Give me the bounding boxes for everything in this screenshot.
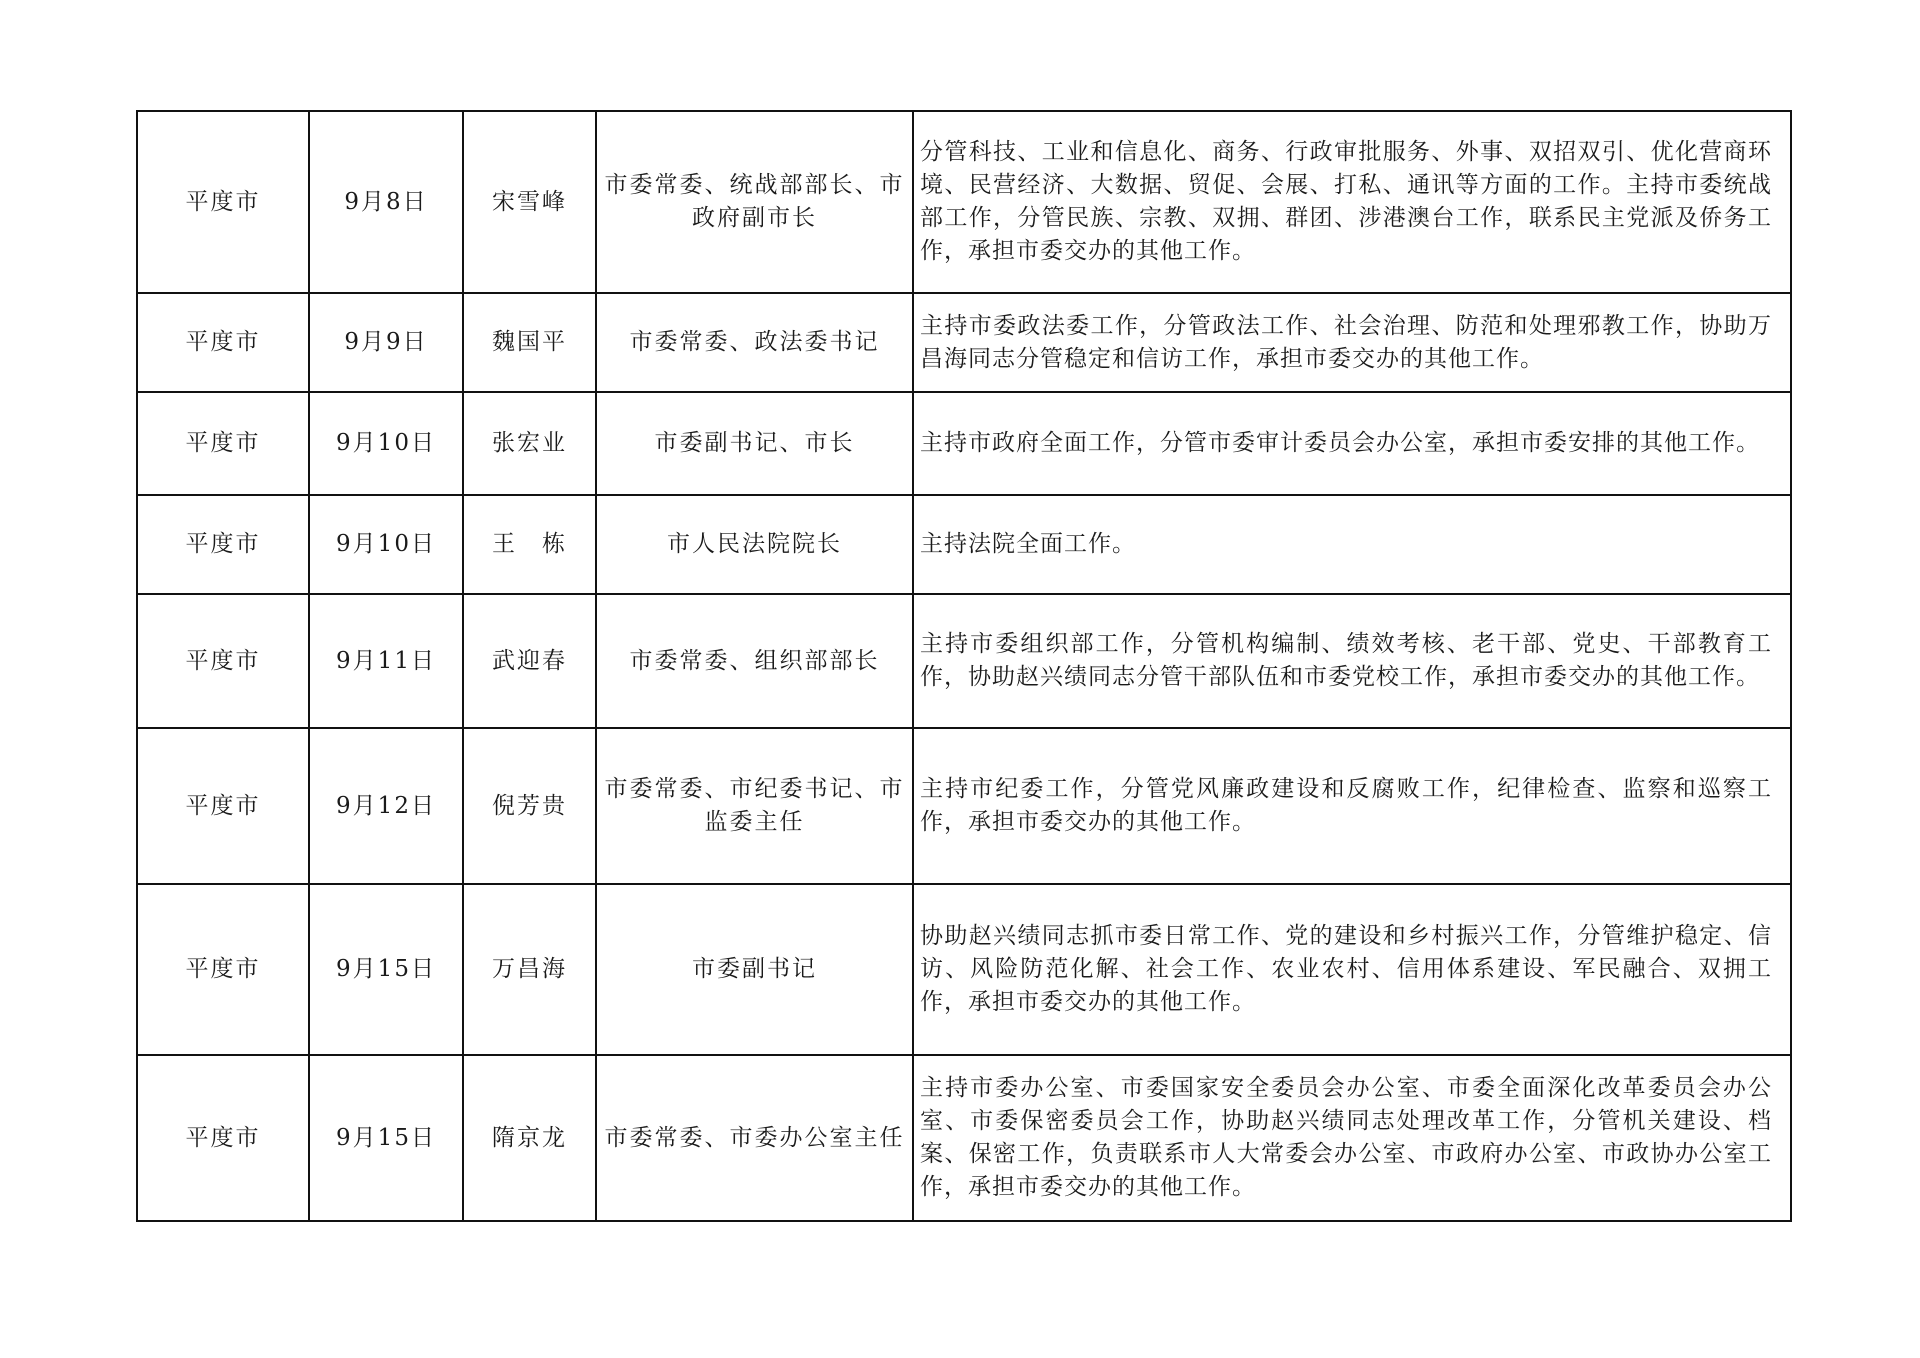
table-row (137, 495, 1791, 594)
date-cell: 9月15日 (309, 1055, 463, 1221)
city-cell: 平度市 (137, 1055, 309, 1221)
position-cell: 市委常委、政法委书记 (596, 293, 913, 392)
duties-cell: 主持市委办公室、市委国家安全委员会办公室、市委全面深化改革委员会办公室、市委保密委员会工作，协助赵兴绩同志处理改革工作，分管机关建设、档案、保密工作，负责联系市人大常委会办公室、市政府办公室、市政协办公室工作，承担市委交办的其他工作。 (913, 1055, 1791, 1221)
city-cell: 平度市 (137, 111, 309, 293)
position-cell: 市委常委、市委办公室主任 (596, 1055, 913, 1221)
duties-cell: 主持市纪委工作，分管党风廉政建设和反腐败工作，纪律检查、监察和巡察工作，承担市委交办的其他工作。 (913, 728, 1791, 884)
name-cell: 张宏业 (463, 392, 596, 495)
date-cell: 9月9日 (309, 293, 463, 392)
city-cell: 平度市 (137, 293, 309, 392)
duties-cell: 主持市委组织部工作，分管机构编制、绩效考核、老干部、党史、干部教育工作，协助赵兴绩同志分管干部队伍和市委党校工作，承担市委交办的其他工作。 (913, 594, 1791, 728)
position-cell: 市委副书记、市长 (596, 392, 913, 495)
date-cell: 9月15日 (309, 884, 463, 1055)
table-row (137, 293, 1791, 392)
duties-cell: 主持市委政法委工作，分管政法工作、社会治理、防范和处理邪教工作，协助万昌海同志分管稳定和信访工作，承担市委交办的其他工作。 (913, 293, 1791, 392)
city-cell: 平度市 (137, 392, 309, 495)
duties-cell: 分管科技、工业和信息化、商务、行政审批服务、外事、双招双引、优化营商环境、民营经济、大数据、贸促、会展、打私、通讯等方面的工作。主持市委统战部工作，分管民族、宗教、双拥、群团、涉港澳台工作，联系民主党派及侨务工作，承担市委交办的其他工作。 (913, 111, 1791, 293)
name-cell: 王 栋 (463, 495, 596, 594)
table-row (137, 884, 1791, 1055)
table-row (137, 111, 1791, 293)
city-cell: 平度市 (137, 594, 309, 728)
name-cell: 隋京龙 (463, 1055, 596, 1221)
date-cell: 9月8日 (309, 111, 463, 293)
date-cell: 9月11日 (309, 594, 463, 728)
date-cell: 9月12日 (309, 728, 463, 884)
table-row (137, 594, 1791, 728)
leaders-duty-table (136, 110, 1792, 1222)
position-cell: 市委副书记 (596, 884, 913, 1055)
position-cell: 市委常委、组织部部长 (596, 594, 913, 728)
city-cell: 平度市 (137, 495, 309, 594)
position-cell: 市人民法院院长 (596, 495, 913, 594)
duties-cell: 协助赵兴绩同志抓市委日常工作、党的建设和乡村振兴工作，分管维护稳定、信访、风险防范化解、社会工作、农业农村、信用体系建设、军民融合、双拥工作，承担市委交办的其他工作。 (913, 884, 1791, 1055)
name-cell: 魏国平 (463, 293, 596, 392)
name-cell: 倪芳贵 (463, 728, 596, 884)
date-cell: 9月10日 (309, 495, 463, 594)
city-cell: 平度市 (137, 728, 309, 884)
table-row (137, 392, 1791, 495)
position-cell: 市委常委、统战部部长、市政府副市长 (596, 111, 913, 293)
duties-cell: 主持法院全面工作。 (913, 495, 1791, 594)
name-cell: 宋雪峰 (463, 111, 596, 293)
date-cell: 9月10日 (309, 392, 463, 495)
city-cell: 平度市 (137, 884, 309, 1055)
position-cell: 市委常委、市纪委书记、市监委主任 (596, 728, 913, 884)
name-cell: 武迎春 (463, 594, 596, 728)
duties-cell: 主持市政府全面工作，分管市委审计委员会办公室，承担市委安排的其他工作。 (913, 392, 1791, 495)
table-row (137, 1055, 1791, 1221)
name-cell: 万昌海 (463, 884, 596, 1055)
table-row (137, 728, 1791, 884)
